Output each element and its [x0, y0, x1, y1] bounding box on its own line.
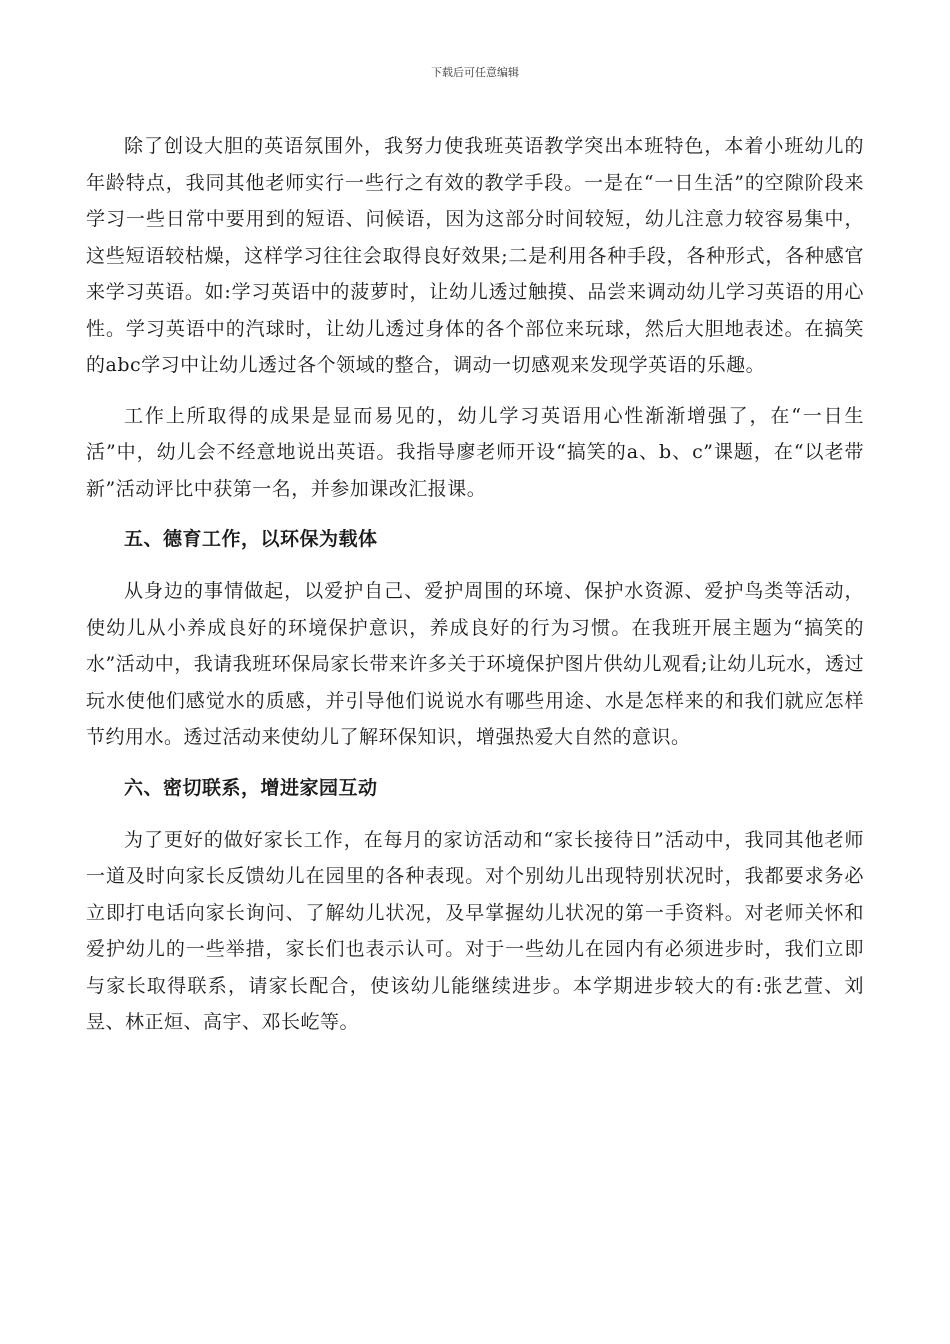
- paragraph-english-teaching: 除了创设大胆的英语氛围外，我努力使我班英语教学突出本班特色，本着小班幼儿的年龄特点，我同其他老师实行一些行之有效的教学手段。一是在“一日生活”的空隙阶段来学习一些日常中要用到的短语、问候语，因为这部分时间较短，幼儿注意力较容易集中，这些短语较枯燥，这样学习往往会取得良好效果;二是利用各种手段，各种形式，各种感官来学习英语。如:学习英语中的菠萝时，让幼儿透过触摸、品尝来调动幼儿学习英语的用心性。学习英语中的汽球时，让幼儿透过身体的各个部位来玩球，然后大胆地表述。在搞笑的abc学习中让幼儿透过各个领域的整合，调动一切感观来发现学英语的乐趣。: [86, 135, 864, 376]
- document-body: [86, 128, 864, 1055]
- section-heading-home-school: 六、密切联系，增进家园互动: [124, 776, 378, 799]
- paragraph-achievements: 工作上所取得的成果是显而易见的，幼儿学习英语用心性渐渐增强了，在“一日生活”中，幼儿会不经意地说出英语。我指导廖老师开设“搞笑的a、b、c”课题，在“以老带新”活动评比中获第一名，并参加课改汇报课。: [86, 404, 864, 500]
- section-heading-moral-education: 五、德育工作，以环保为载体: [124, 528, 378, 550]
- paragraph-environmental-protection: 从身边的事情做起，以爱护自己、爱护周围的环境、保护水资源、爱护鸟类等活动，使幼儿从小养成良好的环境保护意识，养成良好的行为习惯。在我班开展主题为“搞笑的水”活动中，我请我班环保局家长带来许多关于环境保护图片供幼儿观看;让幼儿玩水，透过玩水使他们感觉水的质感，并引导他们说说水有哪些用途、水是怎样来的和我们就应怎样节约用水。透过活动来使幼儿了解环保知识，增强热爱大自然的意识。: [86, 580, 864, 748]
- page-header-note: 下载后可任意编辑: [431, 66, 519, 79]
- paragraph-parent-communication: 为了更好的做好家长工作，在每月的家访活动和“家长接待日”活动中，我同其他老师一道及时向家长反馈幼儿在园里的各种表现。对个别幼儿出现特别状况时，我都要求务必立即打电话向家长询问、了解幼儿状况，及早掌握幼儿状况的第一手资料。对老师关怀和爱护幼儿的一些举措，家长们也表示认可。对于一些幼儿在园内有必须进步时，我们立即与家长取得联系，请家长配合，使该幼儿能继续进步。本学期进步较大的有:张艺萱、刘昱、林正烜、高宇、邓长屹等。: [86, 828, 864, 1033]
